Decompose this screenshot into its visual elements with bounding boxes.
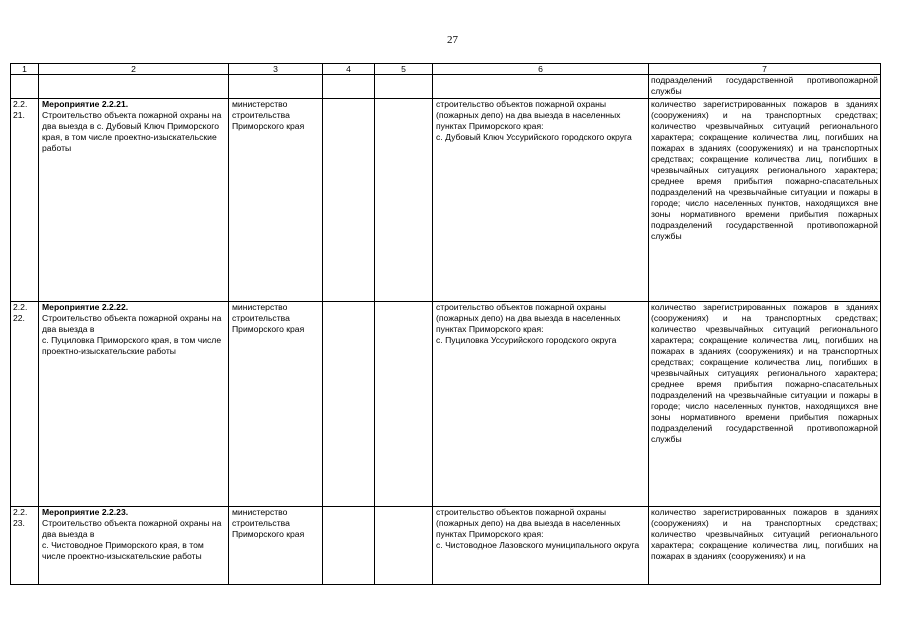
measure-title: Мероприятие 2.2.21. <box>42 99 129 109</box>
indicators-cell <box>649 302 881 507</box>
col4-cell <box>323 302 375 507</box>
table-row <box>11 302 881 507</box>
header-cell: 4 <box>323 64 375 75</box>
header-row <box>11 64 881 75</box>
header-cell: 6 <box>433 64 649 75</box>
indicators-text: количество зарегистрированных пожаров в зданиях (сооружениях) и на транспортных средствах; количество чрезвычайных ситуаций регионального характера; сокращение количества лиц, погибших на пожарах в зданиях (сооружениях) и на транспортных средствах; сокращение количества лиц, погибших в чрезвычайных ситуациях регионального характера; среднее время прибытия пожарно-спасательных подразделений на чрезвычайные ситуации и пожары в городе; число населенных пунктов, находящихся вне зоны нормативного времени прибытия пожарных подразделений государственной противопожарной службы <box>651 99 878 241</box>
row-number-text: 2.2. 22. <box>13 302 28 323</box>
row-number-text: 2.2. 23. <box>13 507 28 528</box>
header-cell: 7 <box>649 64 881 75</box>
row-number-text: 2.2. 21. <box>13 99 28 120</box>
header-cell: 2 <box>39 64 229 75</box>
executor-cell <box>229 302 323 507</box>
measure-cell <box>39 99 229 302</box>
col5-cell <box>375 302 433 507</box>
continuation-indicators: подразделений государственной противопожарной службы <box>649 75 881 99</box>
col5-cell <box>375 507 433 585</box>
result-cell <box>433 507 649 585</box>
result-text: строительство объектов пожарной охраны (пожарных депо) на два выезда в населенных пунктах Приморского края: с. Пуциловка Уссурийского городского округа <box>436 302 621 345</box>
measure-description: Строительство объекта пожарной охраны на два выезда в с. Пуциловка Приморского края, в том числе проектно-изыскательские работы <box>42 313 222 356</box>
measure-cell <box>39 302 229 507</box>
col4-cell <box>323 99 375 302</box>
executor-text: министерство строительства Приморского края <box>232 99 305 131</box>
measures-table <box>10 63 881 585</box>
table-row <box>11 99 881 302</box>
result-text: строительство объектов пожарной охраны (пожарных депо) на два выезда в населенных пунктах Приморского края: с. Чистоводное Лазовского муниципального округа <box>436 507 640 550</box>
executor-text: министерство строительства Приморского края <box>232 302 305 334</box>
indicators-text: количество зарегистрированных пожаров в зданиях (сооружениях) и на транспортных средствах; количество чрезвычайных ситуаций регионального характера; сокращение количества лиц, погибших на пожарах в зданиях (сооружениях) и на транспортных средствах; сокращение количества лиц, погибших в чрезвычайных ситуациях регионального характера; среднее время прибытия пожарно-спасательных подразделений на чрезвычайные ситуации и пожары в городе; число населенных пунктов, находящихся вне зоны нормативного времени прибытия пожарных подразделений государственной противопожарной службы <box>651 302 878 444</box>
row-number <box>11 302 39 507</box>
measure-description: Строительство объекта пожарной охраны на два выезда в с. Чистоводное Приморского края, в том числе проектно-изыскательские работы <box>42 518 222 561</box>
header-cell: 3 <box>229 64 323 75</box>
executor-text: министерство строительства Приморского края <box>232 507 305 539</box>
measure-title: Мероприятие 2.2.23. <box>42 507 129 517</box>
executor-cell <box>229 507 323 585</box>
col5-cell <box>375 99 433 302</box>
result-cell <box>433 99 649 302</box>
indicators-text: количество зарегистрированных пожаров в зданиях (сооружениях) и на транспортных средствах; количество чрезвычайных ситуаций регионального характера; сокращение количества лиц, погибших на пожарах в зданиях (сооружениях) и на <box>651 507 878 561</box>
table-row <box>11 507 881 585</box>
measure-title: Мероприятие 2.2.22. <box>42 302 129 312</box>
col4-cell <box>323 507 375 585</box>
header-cell: 5 <box>375 64 433 75</box>
measure-cell <box>39 507 229 585</box>
header-cell: 1 <box>11 64 39 75</box>
result-cell <box>433 302 649 507</box>
page-number: 27 <box>447 34 458 46</box>
measure-description: Строительство объекта пожарной охраны на два выезда в с. Дубовый Ключ Приморского края, в том числе проектно-изыскательские работы <box>42 110 222 153</box>
row-number <box>11 507 39 585</box>
indicators-cell <box>649 507 881 585</box>
row-number <box>11 99 39 302</box>
executor-cell <box>229 99 323 302</box>
result-text: строительство объектов пожарной охраны (пожарных депо) на два выезда в населенных пунктах Приморского края: с. Дубовый Ключ Уссурийского городского округа <box>436 99 632 142</box>
indicators-cell <box>649 99 881 302</box>
continuation-row <box>11 75 881 99</box>
